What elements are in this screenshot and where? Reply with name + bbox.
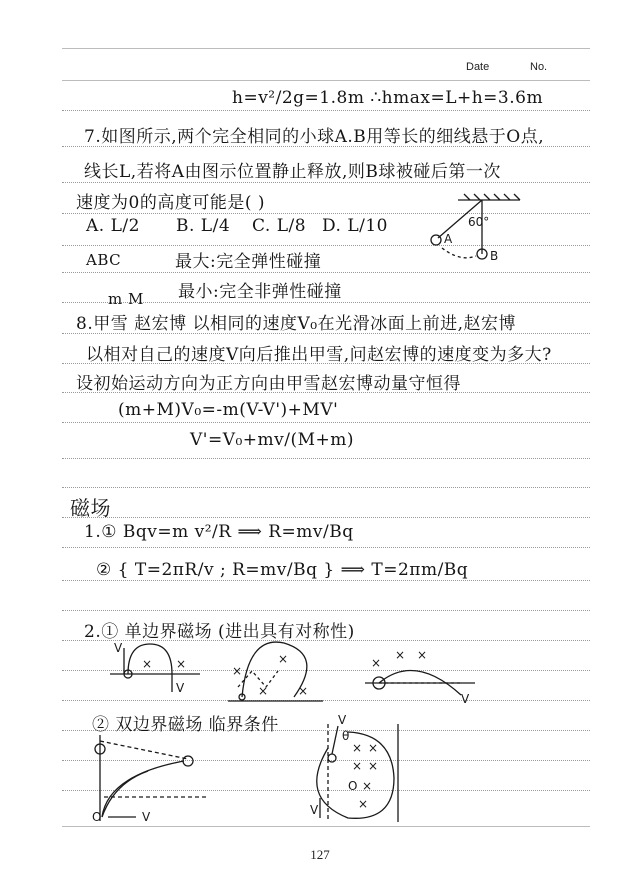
handwritten-line: 以相对自己的速度V向后推出甲雪,问赵宏博的速度变为多大? bbox=[86, 345, 552, 365]
handwritten-line: 8.甲雪 赵宏博 以相同的速度V₀在光滑冰面上前进,赵宏博 bbox=[76, 314, 517, 334]
svg-text:×: × bbox=[368, 741, 379, 755]
handwritten-line: h=v²/2g=1.8m ∴hmax=L+h=3.6m bbox=[232, 88, 544, 108]
option-d: D. L/10 bbox=[322, 216, 388, 236]
handwritten-line: 设初始运动方向为正方向由甲雪赵宏博动量守恒得 bbox=[76, 374, 461, 394]
ruled-line bbox=[62, 182, 590, 183]
handwritten-line: ② 双边界磁场 临界条件 bbox=[92, 715, 279, 735]
svg-text:O: O bbox=[348, 779, 358, 793]
ruled-line bbox=[62, 422, 590, 423]
pendulum-figure bbox=[420, 190, 530, 270]
ruled-line bbox=[62, 580, 590, 581]
svg-text:V: V bbox=[114, 641, 123, 655]
ruled-line bbox=[62, 517, 590, 518]
svg-text:θ: θ bbox=[342, 729, 350, 743]
equation-line: (m+M)V₀=-m(V-V')+MV' bbox=[118, 400, 339, 420]
svg-text:×: × bbox=[232, 664, 243, 678]
handwritten-line: 2.① 单边界磁场 (进出具有对称性) bbox=[84, 622, 355, 642]
formula-line: ② { T=2πR/v ; R=mv/Bq } ⟹ T=2πm/Bq bbox=[96, 560, 469, 580]
angle-label: 60° bbox=[468, 215, 490, 229]
label-a: A bbox=[444, 232, 453, 246]
label-b: B bbox=[490, 249, 499, 263]
ruled-line bbox=[62, 458, 590, 459]
svg-text:V: V bbox=[176, 681, 185, 695]
option-a: A. L/2 bbox=[86, 216, 140, 236]
svg-text:V: V bbox=[310, 803, 319, 817]
ruled-line bbox=[62, 48, 590, 49]
double-boundary-figure-2 bbox=[308, 713, 408, 828]
handwritten-line: 速度为0的高度可能是( ) bbox=[76, 193, 265, 213]
svg-text:O: O bbox=[92, 810, 102, 824]
svg-text:×: × bbox=[352, 741, 363, 755]
handwritten-line: 7.如图所示,两个完全相同的小球A.B用等长的细线悬于O点, bbox=[84, 127, 545, 147]
handwritten-line: 最大:完全弹性碰撞 bbox=[175, 252, 322, 272]
svg-text:V: V bbox=[338, 713, 347, 727]
single-boundary-figure-1 bbox=[110, 640, 200, 700]
formula-line: 1.① Bqv=m v²/R ⟹ R=mv/Bq bbox=[84, 522, 354, 542]
single-boundary-figure-2 bbox=[228, 635, 323, 710]
svg-text:×: × bbox=[176, 657, 187, 671]
svg-text:V: V bbox=[142, 810, 151, 824]
option-c: C. L/8 bbox=[252, 216, 307, 236]
date-label: Date bbox=[466, 61, 490, 73]
page-number: 127 bbox=[310, 847, 330, 862]
svg-text:×: × bbox=[258, 684, 269, 698]
answer-text: ABC bbox=[86, 251, 122, 269]
ball-a bbox=[431, 235, 441, 245]
svg-text:×: × bbox=[417, 648, 428, 662]
svg-text:×: × bbox=[142, 657, 153, 671]
ruled-line bbox=[62, 272, 590, 273]
double-boundary-figure-1 bbox=[88, 735, 208, 825]
svg-text:V: V bbox=[461, 692, 470, 706]
handwritten-line: 线长L,若将A由图示位置静止释放,则B球被碰后第一次 bbox=[84, 162, 501, 182]
ruled-line bbox=[62, 547, 590, 548]
section-title: 磁场 bbox=[70, 496, 111, 520]
ruled-line bbox=[62, 610, 590, 611]
svg-text:×: × bbox=[358, 797, 369, 811]
svg-text:×: × bbox=[362, 779, 373, 793]
svg-text:×: × bbox=[395, 648, 406, 662]
ruled-line bbox=[62, 80, 590, 81]
single-boundary-figure-3 bbox=[365, 645, 475, 705]
mass-labels: m M bbox=[108, 290, 144, 308]
svg-text:×: × bbox=[278, 652, 289, 666]
ruled-line bbox=[62, 487, 590, 488]
handwritten-line: 最小:完全非弹性碰撞 bbox=[178, 282, 342, 302]
svg-text:×: × bbox=[352, 759, 363, 773]
ruled-line bbox=[62, 700, 590, 701]
equation-line: V'=V₀+mv/(M+m) bbox=[190, 430, 355, 450]
svg-text:×: × bbox=[368, 759, 379, 773]
svg-text:×: × bbox=[371, 656, 382, 670]
option-b: B. L/4 bbox=[176, 216, 231, 236]
ruled-line bbox=[62, 110, 590, 111]
no-label: No. bbox=[530, 61, 548, 73]
svg-text:×: × bbox=[298, 684, 309, 698]
